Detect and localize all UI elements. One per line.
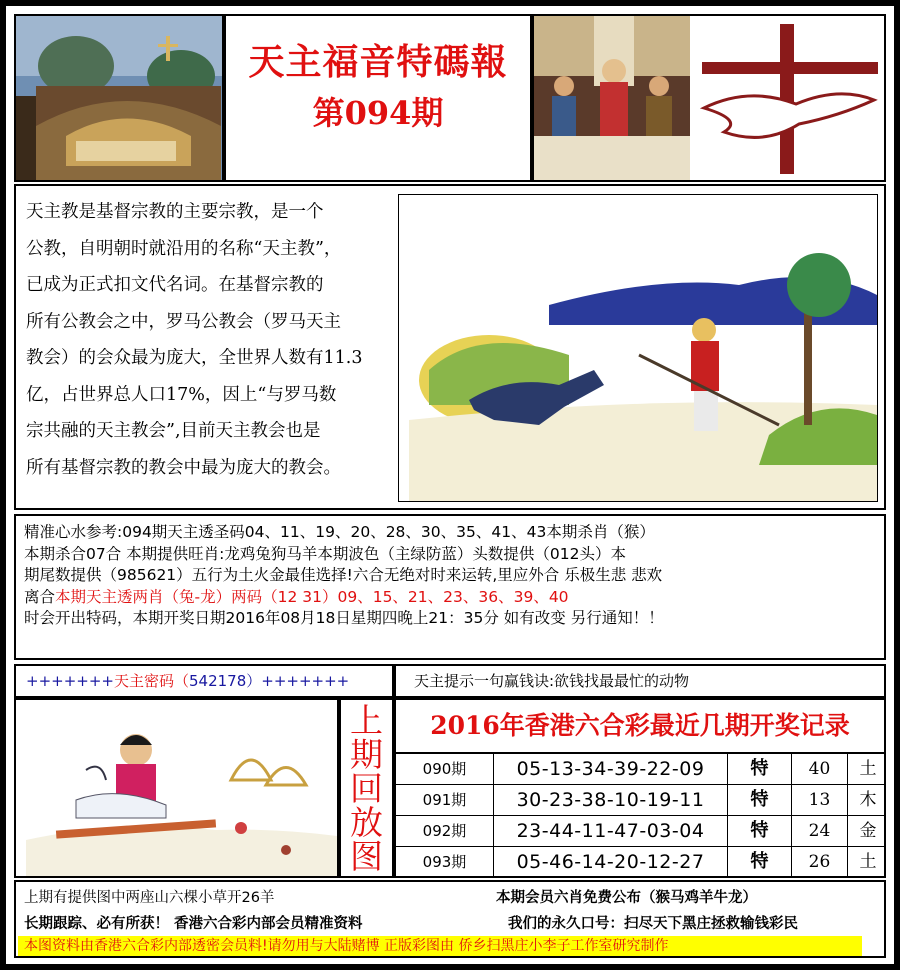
page-title: 天主福音特碼報 xyxy=(248,41,508,83)
footer-section xyxy=(14,880,886,958)
church-illustration xyxy=(16,16,222,180)
table-row xyxy=(396,847,884,878)
secret-code: 542178 xyxy=(189,672,247,690)
row-element: 金 xyxy=(859,821,877,841)
replay-label-char: 图 xyxy=(350,837,383,876)
footer-disclaimer: 本图资料由香港六合彩内部透密会员料!请勿用与大陆赌博 正版彩图由 侨乡扫黑庄小李子工作室研究制作 xyxy=(18,936,862,956)
intro-line: 已成为正式扣文代名词。在基督宗教的 xyxy=(26,275,324,295)
intro-line: 所有公教会之中，罗马公教会（罗马天主 xyxy=(26,311,341,332)
row-te: 特 xyxy=(728,816,792,847)
replay-label xyxy=(339,698,394,878)
church-dome-image xyxy=(14,14,224,182)
row-issue: 090期 xyxy=(396,754,494,785)
replay-label-char: 上 xyxy=(350,701,383,740)
secret-code-bar xyxy=(14,664,394,698)
code-prefix: +++++++ xyxy=(26,672,114,690)
row-issue: 092期 xyxy=(396,816,494,847)
row-te: 特 xyxy=(728,847,792,878)
religious-image-panel xyxy=(532,14,886,182)
illustration-svg xyxy=(399,195,877,501)
info-highlight: 本期天主透两肖（兔-龙）两码（12 31）09、15、21、23、36、39、40 xyxy=(55,587,569,606)
footer-member-zodiac: 本期会员六肖免费公布（猴马鸡羊牛龙） xyxy=(496,890,757,906)
issue-number: 第094期 xyxy=(312,94,444,132)
records-title: 2016年香港六合彩最近几期开奖记录 xyxy=(396,700,884,754)
info-line-1: 精准心水参考:094期天主透圣码04、11、19、20、28、30、35、41、43本期杀肖（猴） xyxy=(24,523,655,541)
info-line-2: 本期杀合07合 本期提供旺肖:龙鸡兔狗马羊本期波色（主绿防蓝）头数提供（012头）本 xyxy=(24,544,626,563)
replay-label-char: 回 xyxy=(350,769,383,808)
row-special: 24 xyxy=(792,816,848,847)
intro-line: 亿，占世界总人口17%，因上“与罗马数 xyxy=(26,384,337,405)
footer-last-hint: 上期有提供图中两座山六棵小草开26羊 xyxy=(24,890,275,906)
info-line-3: 期尾数提供（985621）五行为土火金最佳选择!六合无绝对时来运转,里应外合 乐极生悲 悲欢 xyxy=(24,566,663,584)
row-numbers: 05-13-34-39-22-09 xyxy=(494,754,728,785)
info-section xyxy=(14,514,886,660)
replay-label-char: 期 xyxy=(350,735,383,774)
row-element: 木 xyxy=(859,790,877,810)
replay-label-char: 放 xyxy=(350,803,383,842)
intro-line: 所有基督宗教的教会中最为庞大的教会。 xyxy=(26,457,341,478)
row-numbers: 05-46-14-20-12-27 xyxy=(494,847,728,878)
row-special: 26 xyxy=(792,847,848,878)
last-supper-cross-illustration xyxy=(534,16,884,180)
tip-bar: 天主提示一句赢钱诀:欲钱找最最忙的动物 xyxy=(394,664,886,698)
intro-line: 宗共融的天主教会”,目前天主教会也是 xyxy=(26,421,321,441)
page xyxy=(6,6,894,964)
hunter-dog-illustration xyxy=(398,194,878,502)
replay-illustration xyxy=(16,700,337,876)
draw-records-table xyxy=(394,698,886,878)
code-label: 天主密码（ xyxy=(113,672,189,690)
row-special: 13 xyxy=(792,785,848,816)
row-issue: 091期 xyxy=(396,785,494,816)
intro-line: 公教，自明朝时就沿用的名称“天主教”， xyxy=(26,238,342,259)
footer-slogan: 长期跟踪、必有所获！ 香港六合彩内部会员精准资料 xyxy=(24,916,363,932)
row-te: 特 xyxy=(728,754,792,785)
replay-picture xyxy=(14,698,339,878)
table-row xyxy=(396,816,884,847)
row-issue: 093期 xyxy=(396,847,494,878)
footer-motto: 我们的永久口号：扫尽天下黑庄拯救输钱彩民 xyxy=(508,916,798,932)
table-row xyxy=(396,785,884,816)
info-line-4-prefix: 离合 xyxy=(24,587,56,606)
row-numbers: 23-44-11-47-03-04 xyxy=(494,816,728,847)
title-panel xyxy=(224,14,532,182)
row-element: 土 xyxy=(859,759,877,779)
intro-section xyxy=(14,184,886,510)
row-special: 40 xyxy=(792,754,848,785)
intro-line: 教会）的会众最为庞大，全世界人数有11.3 xyxy=(26,348,363,368)
intro-line: 天主教是基督宗教的主要宗教，是一个 xyxy=(26,202,324,222)
info-line-5: 时会开出特码，本期开奖日期2016年08月18日星期四晚上21：35分 如有改变 另行通知！！ xyxy=(24,609,664,627)
info-line-4 xyxy=(24,587,876,609)
row-element: 土 xyxy=(859,852,877,872)
intro-text xyxy=(26,194,396,486)
table-row xyxy=(396,754,884,785)
code-suffix: ）+++++++ xyxy=(246,672,350,690)
row-te: 特 xyxy=(728,785,792,816)
row-numbers: 30-23-38-10-19-11 xyxy=(494,785,728,816)
